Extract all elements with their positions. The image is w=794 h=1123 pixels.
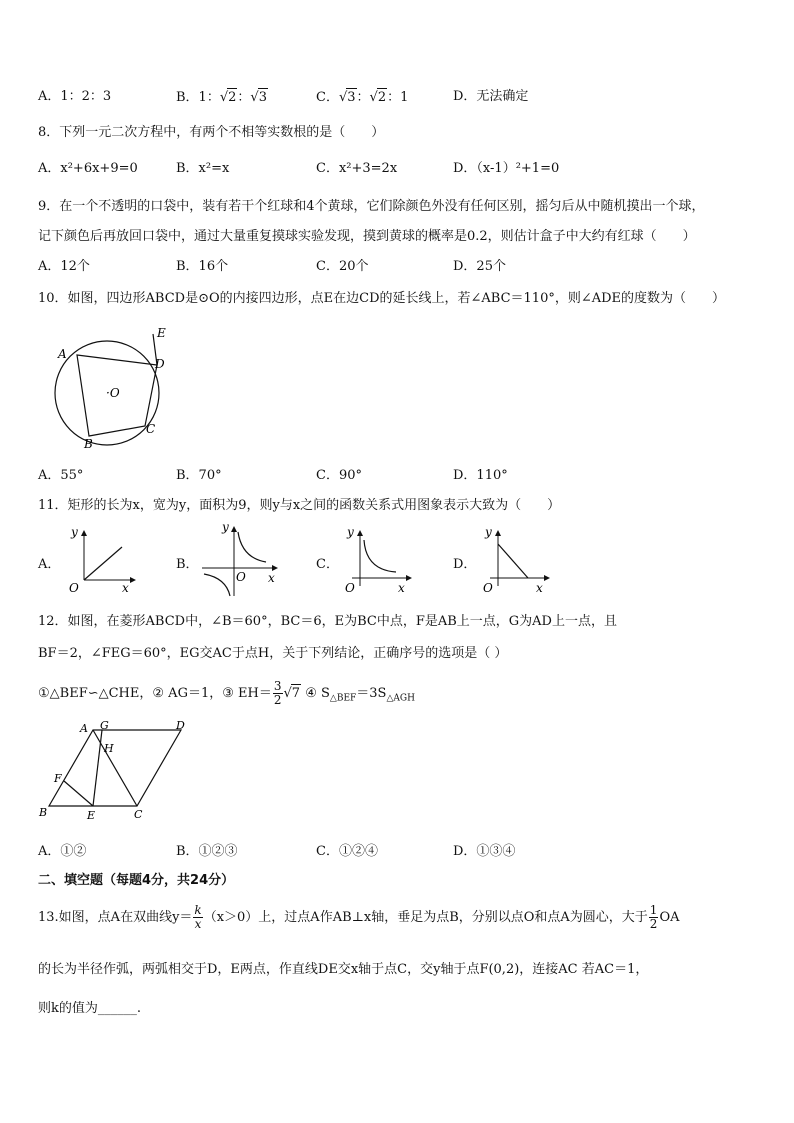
axis-label-y: y bbox=[347, 525, 354, 539]
origin-label: O bbox=[345, 581, 355, 594]
q9-stem-line1: 9．在一个不透明的口袋中，装有若干个红球和4个黄球，它们除颜色外没有任何区别，摇匀后从中随机摸出一个球， bbox=[38, 199, 705, 214]
q8-option-d: D．（x-1）²+1=0 bbox=[453, 161, 560, 176]
branch-third-quadrant bbox=[204, 574, 230, 596]
axis-label-y: y bbox=[71, 525, 78, 539]
q10-label-e: E bbox=[157, 326, 166, 340]
origin-label: O bbox=[69, 581, 79, 594]
q12-stem-line2: BF＝2，∠FEG＝60°，EG交AC于点H，关于下列结论，正确序号的选项是（ ） bbox=[38, 646, 508, 661]
x-arrow-icon bbox=[544, 575, 550, 581]
q12-conclusion-1: ①△BEF∽△CHE， bbox=[38, 686, 153, 701]
y-arrow-icon bbox=[495, 530, 501, 536]
q12-option-b: B．①②③ bbox=[176, 844, 238, 859]
q12-conclusion-3: ③ EH＝ $\frac{3}{2}$ √7 bbox=[222, 679, 301, 707]
q8-option-c: C．x²+3=2x bbox=[316, 161, 398, 176]
q10-label-a: A bbox=[58, 347, 67, 361]
q11-graph-b bbox=[198, 518, 284, 598]
q12-diagonal-ac bbox=[93, 730, 137, 806]
y-arrow-icon bbox=[231, 526, 237, 532]
axis-label-y: y bbox=[222, 520, 229, 534]
q7-option-a: A．1：2：3 bbox=[38, 89, 112, 104]
q13-line3-answer-blank[interactable]: 则k的值为______. bbox=[38, 1001, 142, 1016]
branch-first-quadrant bbox=[238, 532, 266, 562]
q12-option-c: C．①②④ bbox=[316, 844, 378, 859]
axis-label-y: y bbox=[485, 525, 492, 539]
axis-label-x: x bbox=[536, 581, 543, 594]
q8-stem: 8．下列一元二次方程中，有两个不相等实数根的是（ ） bbox=[38, 125, 385, 140]
q10-option-a: A．55° bbox=[38, 468, 84, 483]
q10-label-o: ·O bbox=[106, 386, 120, 400]
q9-stem-line2: 记下颜色后再放回口袋中，通过大量重复摸球实验发现，摸到黄球的概率是0.2，则估计盒子中大约有红球（ ） bbox=[38, 229, 696, 244]
q12-label-b: B bbox=[39, 806, 48, 819]
q13-line1: 13.如图，点A在双曲线y＝ $\frac{k}{x}$ （x＞0）上，过点A作AB⊥x轴，垂足为点B，分别以点O和点A为圆心，大于 $\frac{1}{2}$ OA bbox=[38, 903, 680, 931]
q8-option-b: B．x²=x bbox=[176, 161, 230, 176]
q10-label-d: D bbox=[155, 357, 165, 371]
q11-option-a: A． bbox=[38, 557, 61, 572]
y-arrow-icon bbox=[357, 530, 363, 536]
q10-option-d: D．110° bbox=[453, 468, 508, 483]
q12-rhombus-figure bbox=[36, 718, 196, 824]
q12-label-g: G bbox=[100, 719, 109, 732]
graph-line bbox=[498, 544, 528, 578]
q12-label-d: D bbox=[176, 719, 185, 732]
axis-label-x: x bbox=[398, 581, 405, 594]
q10-label-c: C bbox=[146, 422, 156, 436]
q12-stem-line1: 12．如图，在菱形ABCD中，∠B＝60°，BC＝6，E为BC中点，F是AB上一点，G为AD上一点，且 bbox=[38, 614, 617, 629]
branch-first-quadrant bbox=[364, 540, 396, 572]
q9-option-b: B．16个 bbox=[176, 259, 229, 274]
q12-label-a: A bbox=[80, 722, 88, 735]
q8-option-a: A．x²+6x+9=0 bbox=[38, 161, 138, 176]
q10-label-b: B bbox=[84, 437, 93, 451]
q12-conclusion-2: ② AG＝1， bbox=[152, 686, 223, 701]
q11-graph-a bbox=[60, 522, 140, 594]
q7-option-c: C．√3：√2：1 bbox=[316, 90, 409, 105]
x-arrow-icon bbox=[406, 575, 412, 581]
q12-segment-ef bbox=[64, 781, 93, 806]
q11-graph-d bbox=[474, 522, 554, 594]
q11-graph-c bbox=[336, 522, 416, 594]
q12-label-c: C bbox=[134, 808, 143, 821]
q12-label-e: E bbox=[87, 809, 96, 822]
axis-label-x: x bbox=[268, 571, 275, 585]
q12-label-h: H bbox=[104, 742, 114, 755]
q9-option-d: D．25个 bbox=[453, 259, 506, 274]
section-title-fill-in: 二、填空题（每题4分，共24分） bbox=[38, 873, 235, 888]
q9-option-a: A．12个 bbox=[38, 259, 90, 274]
q11-option-c: C． bbox=[316, 557, 339, 572]
q12-option-d: D．①③④ bbox=[453, 844, 516, 859]
q12-conclusion-4: ④ $S_{\triangle BEF}=3S_{\triangle AGH}$ bbox=[305, 686, 415, 704]
q10-option-c: C．90° bbox=[316, 468, 362, 483]
q11-option-b: B． bbox=[176, 557, 199, 572]
q9-option-c: C．20个 bbox=[316, 259, 369, 274]
q12-label-f: F bbox=[54, 772, 62, 785]
q10-option-b: B．70° bbox=[176, 468, 222, 483]
q10-circle-figure bbox=[50, 322, 175, 452]
q12-segment-eg bbox=[93, 730, 102, 806]
q13-line2: 的长为半径作弧，两弧相交于D，E两点，作直线DE交x轴于点C，交y轴于点F(0,2)，连接AC 若AC＝1， bbox=[38, 962, 649, 977]
q11-option-d: D． bbox=[453, 557, 477, 572]
x-arrow-icon bbox=[130, 577, 136, 583]
origin-label: O bbox=[483, 581, 493, 594]
q7-option-d: D．无法确定 bbox=[453, 89, 529, 104]
axis-label-x: x bbox=[122, 581, 129, 594]
y-arrow-icon bbox=[81, 530, 87, 536]
q12-conclusions bbox=[38, 680, 415, 708]
graph-line bbox=[84, 547, 122, 580]
q11-stem: 11．矩形的长为x，宽为y，面积为9，则y与x之间的函数关系式用图象表示大致为（ ） bbox=[38, 498, 561, 513]
q10-stem: 10．如图，四边形ABCD是⊙O的内接四边形，点E在边CD的延长线上，若∠ABC＝110°，则∠ADE的度数为（ ） bbox=[38, 291, 726, 306]
origin-label: O bbox=[236, 570, 246, 584]
q7-option-b: B．1：√2：√3 bbox=[176, 90, 267, 105]
q12-option-a: A．①② bbox=[38, 844, 87, 859]
